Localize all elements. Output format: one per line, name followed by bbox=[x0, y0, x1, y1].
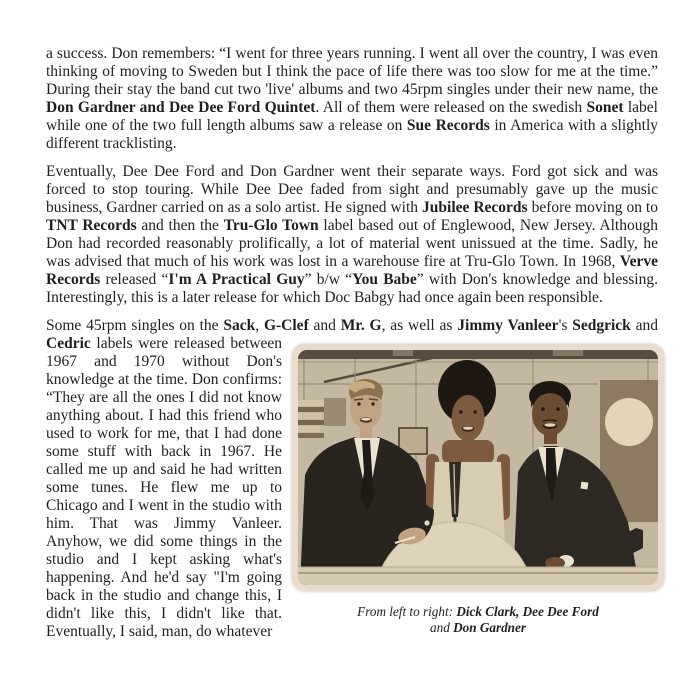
photo-scene bbox=[298, 350, 658, 585]
paragraph-1: a success. Don remembers: “I went for three years running. I went all over the country, I was even thinking of moving to Sweden but I think the pace of life there was too slow for me at the time.” During their stay the band cut two 'live' albums and two 45rpm singles under their new name, the Don Gardner and Dee Dee Ford Quintet. All of them were released on the swedish Sonet label while one of the two full length albums saw a release on Sue Records in America with a slightly different tracklisting. bbox=[46, 45, 658, 152]
photo-caption-line-2: and Don Gardner bbox=[430, 620, 526, 635]
photo-caption bbox=[292, 604, 664, 636]
paragraph-3-lead: Some 45rpm singles on the Sack, G-Clef and Mr. G, as well as Jimmy Vanleer's Sedgrick bbox=[46, 317, 631, 334]
paragraph-3-rest: and Cedric labels were released between 1967 and 1970 without Don's knowledge at the time. Don confirms: “They are all the ones I did not know anything about. I had this friend who used to work for me, that I had done some stuff with back in 1967. He called me up and said he had written some tunes. He flew me up to Chicago and I went in the studio with him. That was Jimmy Vanleer. Anyhow, we did some things in the studio and I kept asking what's happening. And he'd say "I'm going back in the studio and change this, I didn't like this, I didn't like that. Eventually, I said, man, do whatever bbox=[46, 317, 658, 640]
photo-caption-line-1: From left to right: Dick Clark, Dee Dee Ford bbox=[357, 604, 599, 619]
photo-figure bbox=[292, 344, 664, 636]
photo-image bbox=[292, 344, 664, 591]
paragraph-2: Eventually, Dee Dee Ford and Don Gardner went their separate ways. Ford got sick and was forced to stop touring. While Dee Dee faded from sight and presumably gave up the music business, Gardner carried on as a solo artist. He signed with Jubilee Records before moving on to TNT Records and then the Tru-Glo Town label based out of Englewood, New Jersey. Although Don had recorded reasonably prolifically, a lot of material went unissued at the time. Sadly, he was advised that much of his work was lost in a warehouse fire at Tru-Glo Town. In 1968, Verve Records released “I'm A Practical Guy” b/w “You Babe” with Don's knowledge and blessing. Interestingly, this is a later release for which Doc Babgy had once again been responsible. bbox=[46, 163, 658, 306]
paragraph-3 bbox=[46, 317, 658, 641]
article-text bbox=[46, 45, 658, 641]
